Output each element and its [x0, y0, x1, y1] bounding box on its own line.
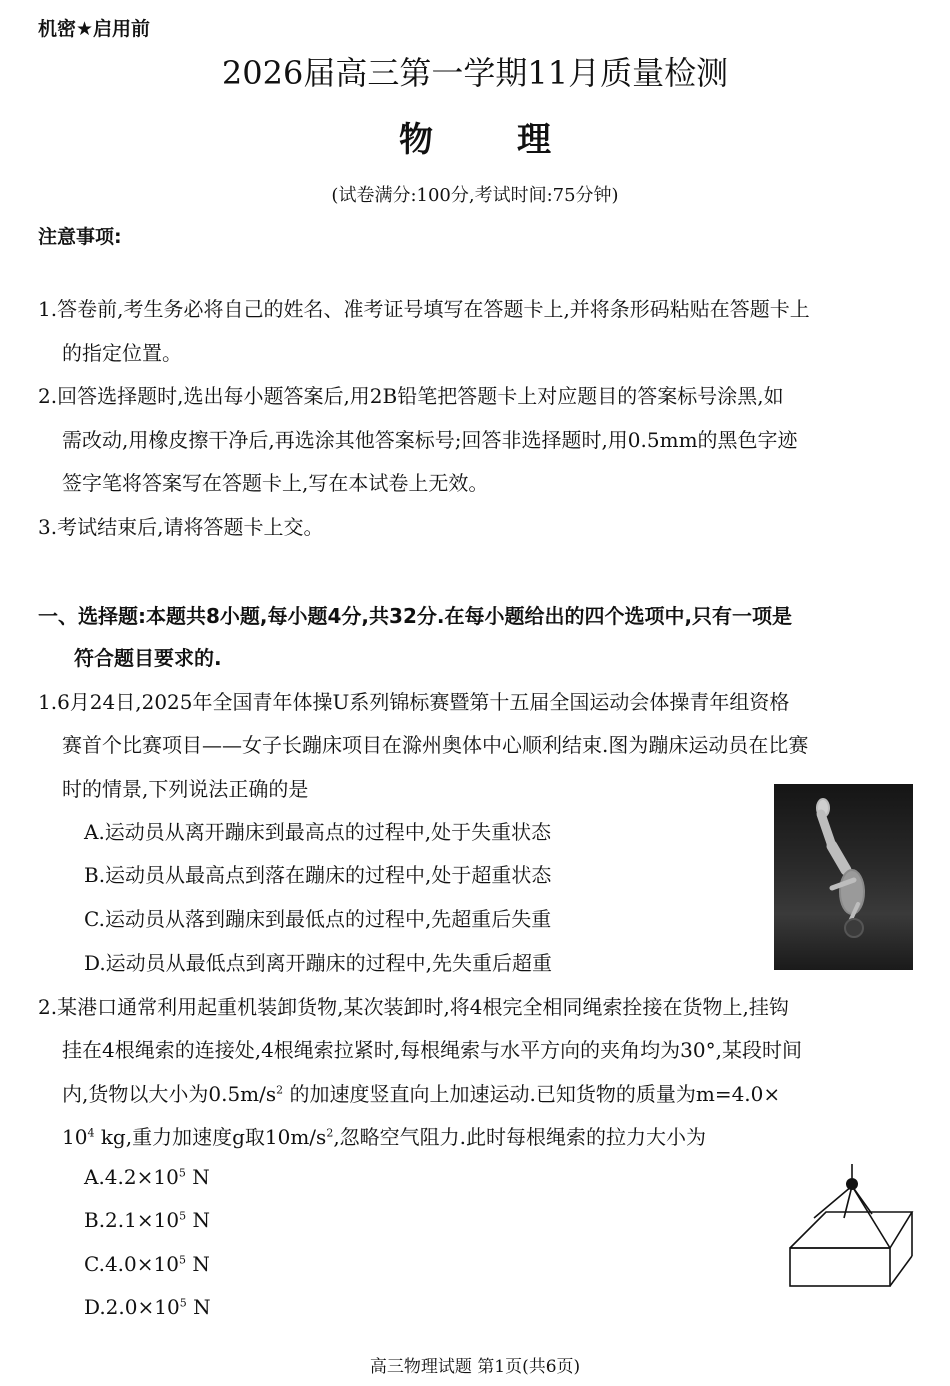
q2-stem: 2.某港口通常利用起重机装卸货物,某次装卸时,将4根完全相同绳索拴接在货物上,挂钩 — [38, 995, 789, 1019]
q1-stem: 时的情景,下列说法正确的是 — [62, 777, 309, 801]
notice-line: 2.回答选择题时,选出每小题答案后,用2B铅笔把答题卡上对应题目的答案标号涂黑,如 — [38, 384, 784, 408]
notice-line: 签字笔将答案写在答题卡上,写在本试卷上无效。 — [62, 471, 489, 495]
q1-stem: 赛首个比赛项目——女子长蹦床项目在滁州奥体中心顺利结束.图为蹦床运动员在比赛 — [62, 733, 809, 757]
page-footer: 高三物理试题 第1页(共6页) — [369, 1357, 581, 1377]
notice-line: 3.考试结束后,请将答题卡上交。 — [38, 515, 324, 539]
q1-stem: 1.6月24日,2025年全国青年体操U系列锦标赛暨第十五届全国运动会体操青年组资格 — [38, 690, 790, 714]
q2-option-b: $B.2.1\times 10^5$ N — [84, 1208, 210, 1232]
q1-option-d: D.运动员从最低点到离开蹦床的过程中,先失重后超重 — [84, 951, 553, 975]
q2-stem: 内,货物以大小为$0.5m/s^2$ 的加速度竖直向上加速运动.已知货物的质量为m=4.0× — [62, 1082, 781, 1106]
q2-option-a: $A.4.2\times 10^5$ N — [84, 1165, 210, 1189]
notice-line: 需改动,用橡皮擦干净后,再选涂其他答案标号;回答非选择题时,用0.5mm的黑色字迹 — [62, 428, 798, 452]
notice-line: 1.答卷前,考生务必将自己的姓名、准考证号填写在答题卡上,并将条形码粘贴在答题卡上 — [38, 297, 810, 321]
section-heading: 一、选择题:本题共8小题,每小题4分,共32分.在每小题给出的四个选项中,只有一项是 — [38, 604, 793, 628]
subject-title: 物理 — [399, 120, 635, 160]
hook-icon — [846, 1178, 858, 1190]
crane-cargo-diagram — [786, 1160, 918, 1290]
q2-stem: 挂在4根绳索的连接处,4根绳索拉紧时,每根绳索与水平方向的夹角均为30°,某段时间 — [62, 1038, 802, 1062]
q1-option-b: B.运动员从最高点到落在蹦床的过程中,处于超重状态 — [84, 863, 552, 887]
q2-stem: $10^4$ kg,重力加速度g取$10m/s^2$,忽略空气阻力.此时每根绳索的拉力大小为 — [62, 1125, 707, 1149]
q2-option-d: $D.2.0\times 10^5$ N — [84, 1295, 211, 1319]
q2-option-c: $C.4.0\times 10^5$ N — [84, 1252, 210, 1276]
section-heading-cont: 符合题目要求的. — [74, 646, 222, 670]
exam-title: 2026届高三第一学期11月质量检测 — [221, 54, 729, 92]
trampoline-photo — [774, 784, 913, 970]
q1-option-a: A.运动员从离开蹦床到最高点的过程中,处于失重状态 — [84, 820, 552, 844]
confidential-label: 机密★启用前 — [38, 18, 151, 40]
notice-line: 的指定位置。 — [62, 341, 182, 365]
exam-info: (试卷满分:100分,考试时间:75分钟) — [331, 185, 619, 206]
notice-heading: 注意事项: — [38, 226, 122, 248]
q1-option-c: C.运动员从落到蹦床到最低点的过程中,先超重后失重 — [84, 907, 552, 931]
